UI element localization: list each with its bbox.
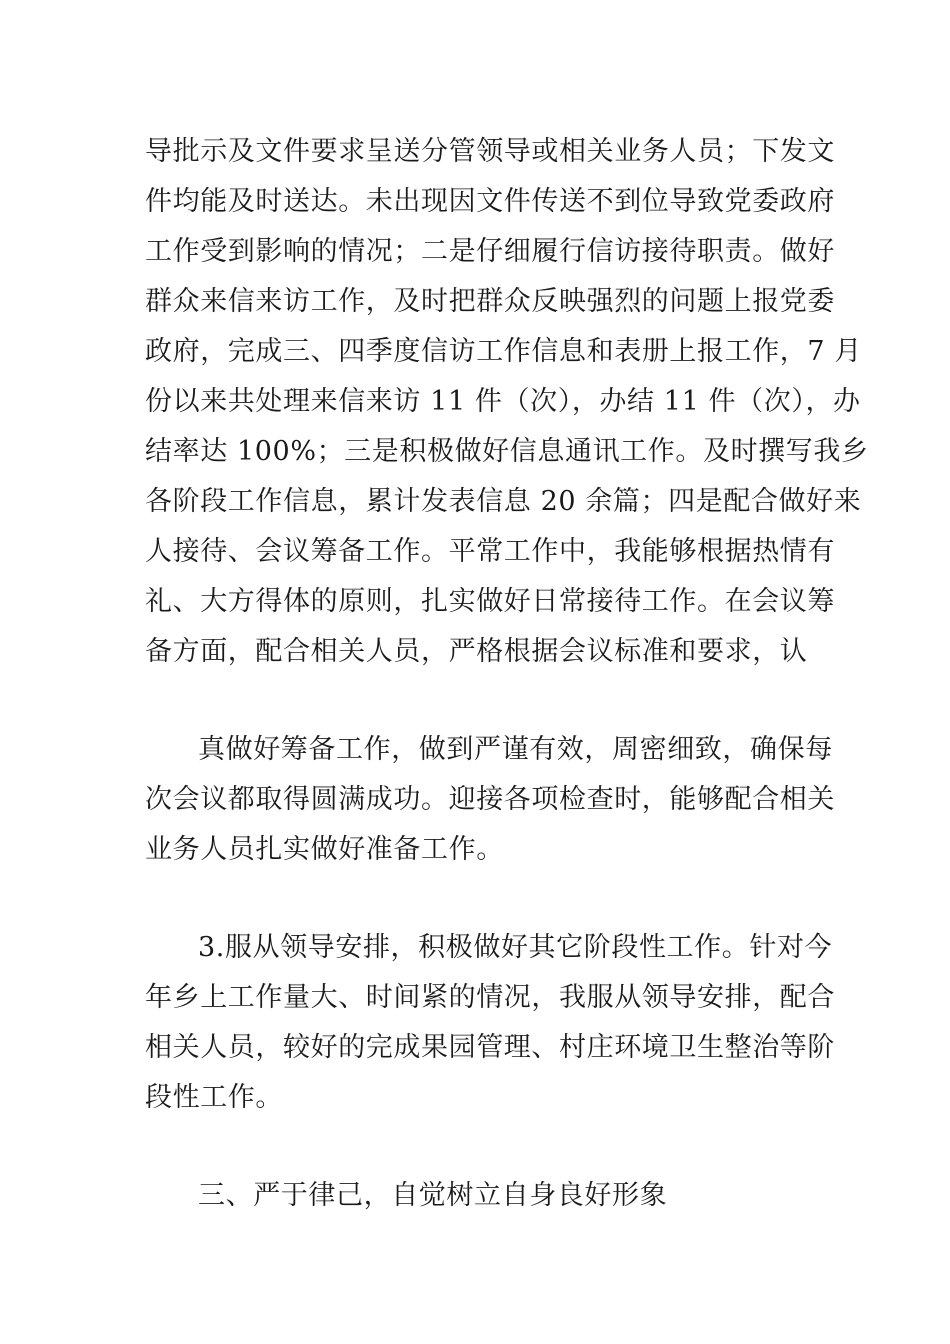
paragraph-line: 工作受到影响的情况；二是仔细履行信访接待职责。做好: [145, 236, 835, 267]
paragraph-line: 段性工作。: [145, 1082, 283, 1113]
section-heading: 三、严于律己，自觉树立自身良好形象: [198, 1180, 668, 1211]
paragraph-line: 3.服从领导安排，积极做好其它阶段性工作。针对今: [198, 932, 833, 963]
paragraph-line: 份以来共处理来信来访 11 件（次），办结 11 件（次），办: [145, 386, 861, 417]
paragraph-line: 业务人员扎实做好准备工作。: [145, 834, 504, 865]
paragraph-line: 年乡上工作量大、时间紧的情况，我服从领导安排，配合: [145, 982, 835, 1013]
paragraph-line: 政府，完成三、四季度信访工作信息和表册上报工作，7 月: [145, 336, 862, 367]
paragraph-line: 群众来信来访工作，及时把群众反映强烈的问题上报党委: [145, 286, 835, 317]
paragraph-line: 人接待、会议筹备工作。平常工作中，我能够根据热情有: [145, 536, 835, 567]
paragraph-line: 次会议都取得圆满成功。迎接各项检查时，能够配合相关: [145, 784, 835, 815]
paragraph-line: 导批示及文件要求呈送分管领导或相关业务人员；下发文: [145, 136, 835, 167]
paragraph-line: 各阶段工作信息，累计发表信息 20 余篇；四是配合做好来: [145, 486, 862, 517]
paragraph-line: 结率达 100%；三是积极做好信息通讯工作。及时撰写我乡: [145, 436, 869, 467]
paragraph-line: 备方面，配合相关人员，严格根据会议标准和要求，认: [145, 636, 808, 667]
paragraph-line: 礼、大方得体的原则，扎实做好日常接待工作。在会议筹: [145, 586, 835, 617]
paragraph-line: 真做好筹备工作，做到严谨有效，周密细致，确保每: [198, 734, 833, 765]
paragraph-line: 相关人员，较好的完成果园管理、村庄环境卫生整治等阶: [145, 1032, 835, 1063]
paragraph-line: 件均能及时送达。未出现因文件传送不到位导致党委政府: [145, 186, 835, 217]
